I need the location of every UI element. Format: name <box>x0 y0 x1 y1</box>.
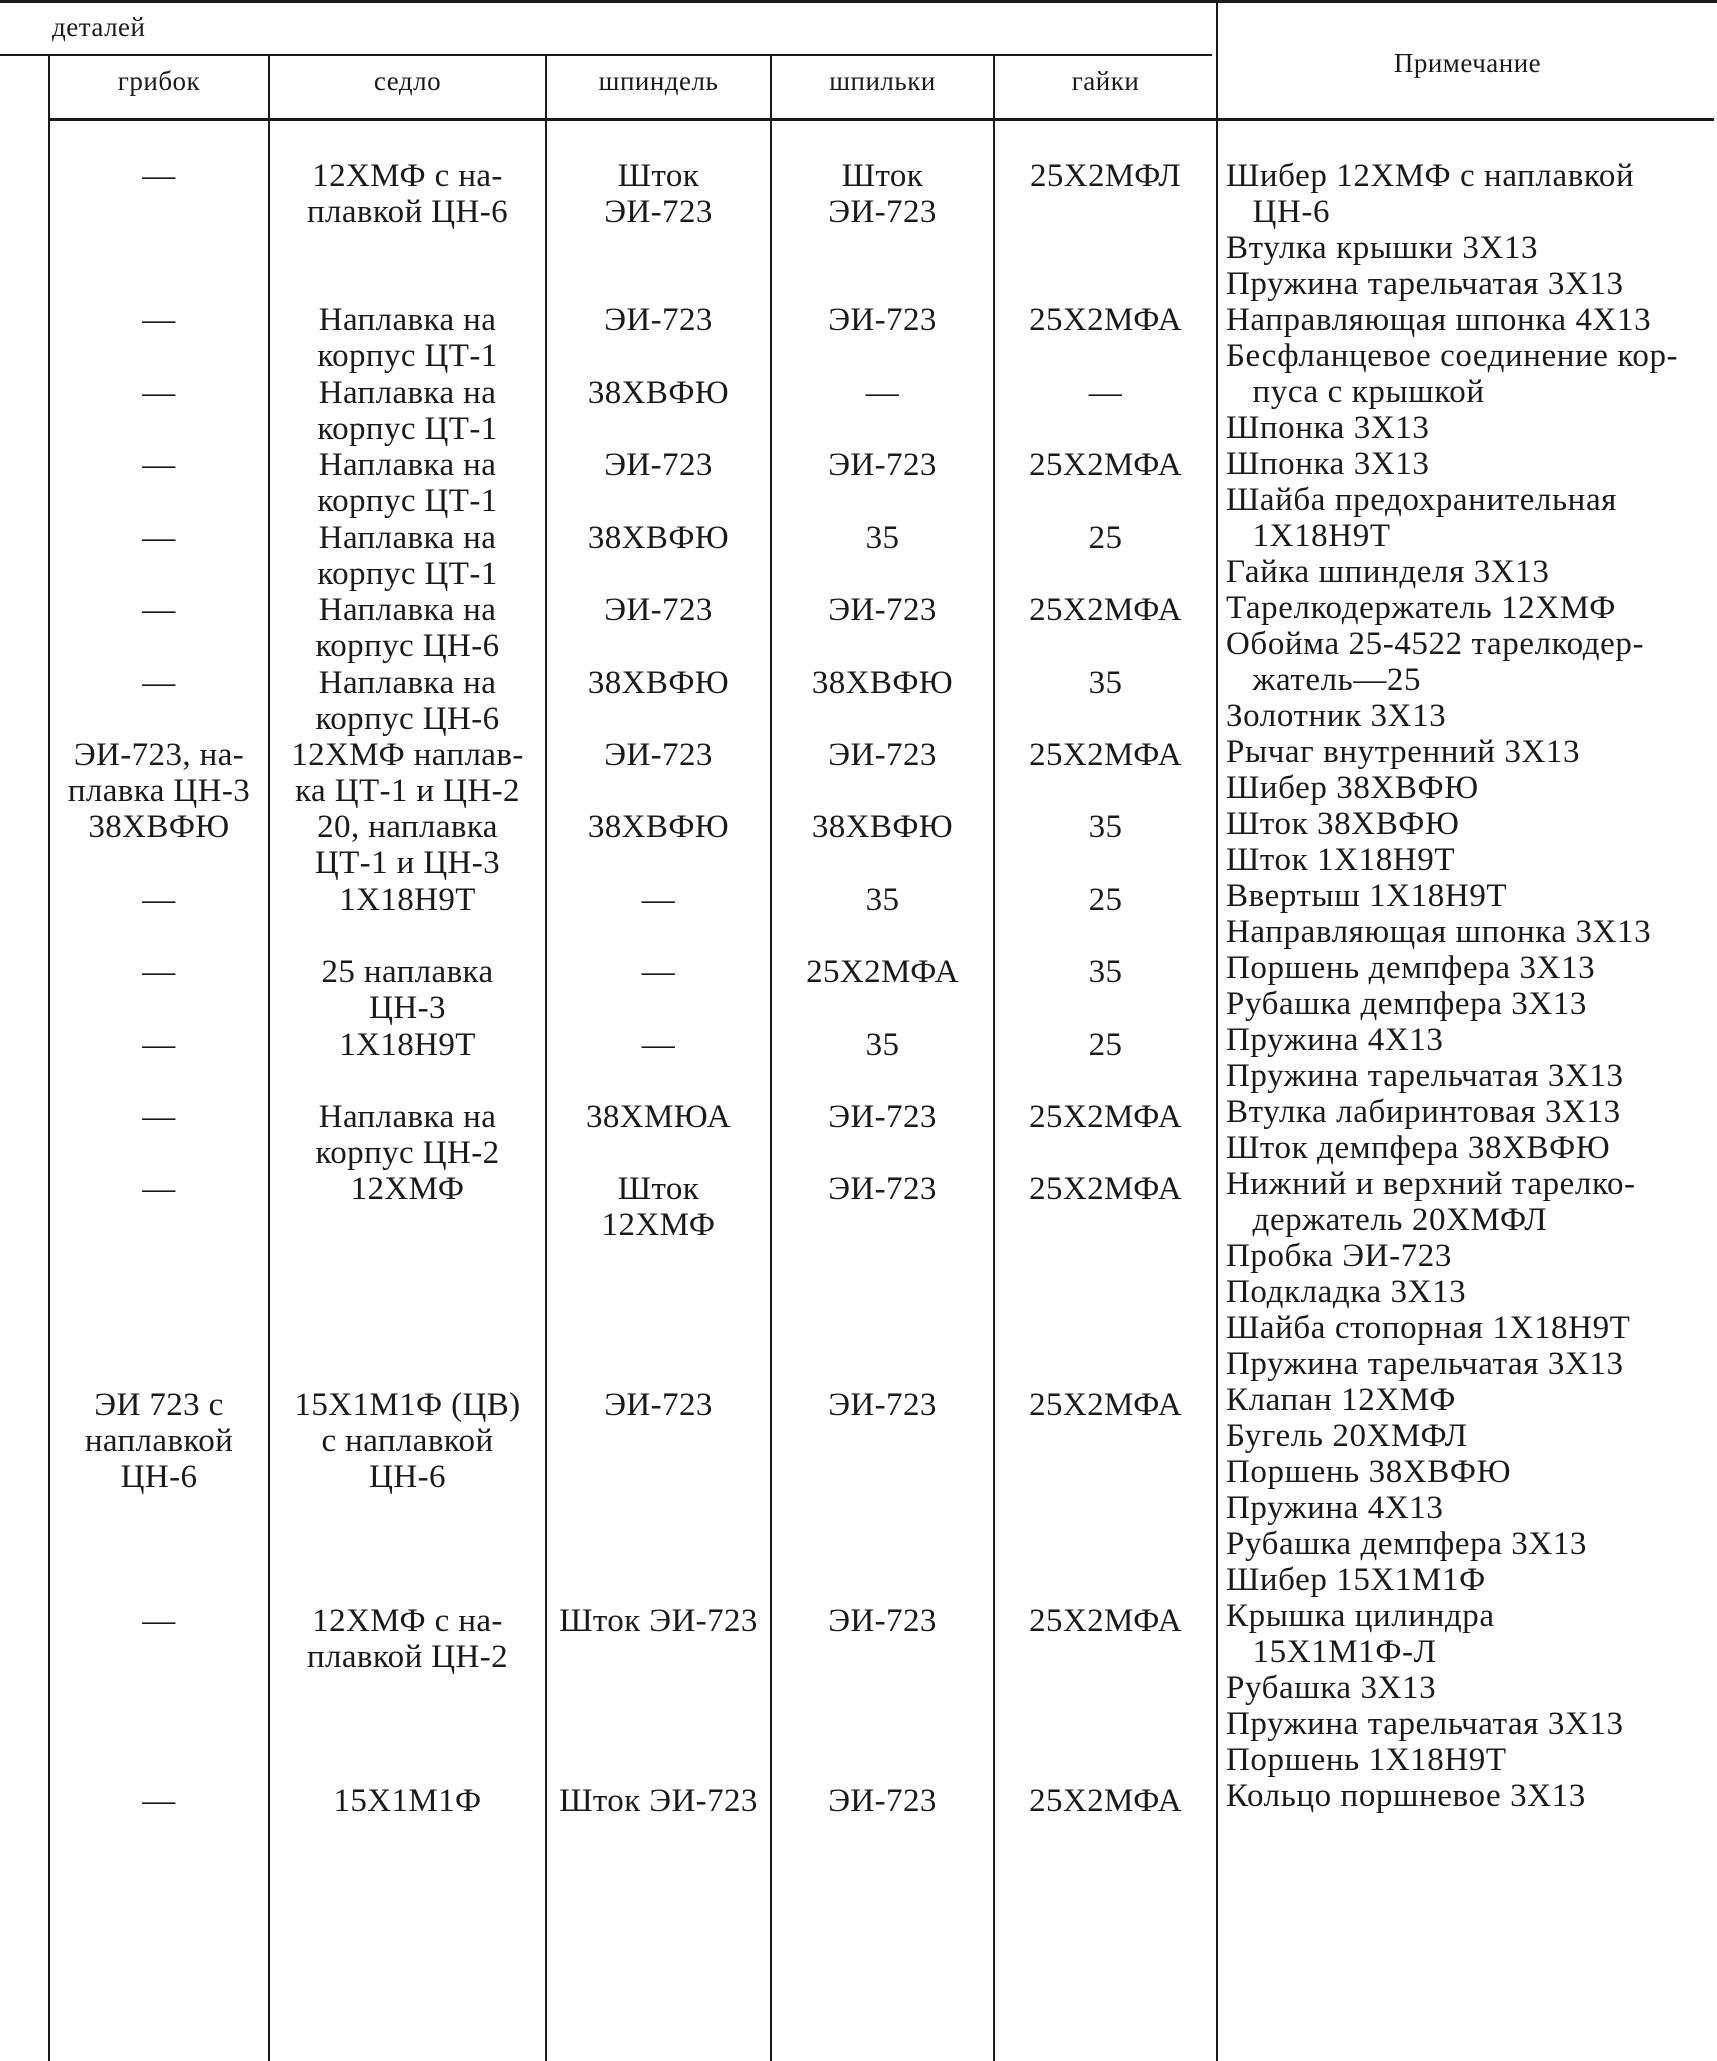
cell-shpindel: Шток ЭИ-723 <box>559 1783 758 1819</box>
column-divider <box>1216 0 1218 2061</box>
cell-sedlo: 1Х18Н9Т <box>339 1027 476 1063</box>
note-line: Направляющая шпонка 3Х13 <box>1226 914 1652 950</box>
cell-sedlo: Наплавка на корпус ЦТ-1 <box>317 520 498 592</box>
cell-shpindel: Шток 12ХМФ <box>601 1171 716 1243</box>
cell-shpindel: 38ХВФЮ <box>587 665 730 701</box>
cell-gaiki: 25 <box>1088 882 1123 918</box>
cell-gribok: ЭИ-723, на- плавка ЦН-3 <box>67 737 251 809</box>
cell-gaiki: 25Х2МФА <box>1029 1171 1182 1207</box>
cell-gribok: — <box>142 1783 176 1819</box>
cell-gaiki: — <box>1088 375 1123 411</box>
cell-shpilki: 38ХВФЮ <box>811 809 954 845</box>
cell-gaiki: 25Х2МФА <box>1029 592 1182 628</box>
cell-gaiki: 35 <box>1088 954 1123 990</box>
cell-shpilki: 25Х2МФА <box>806 954 959 990</box>
cell-gaiki: 25Х2МФЛ <box>1029 158 1181 194</box>
note-line: Пружина 4Х13 <box>1226 1490 1444 1526</box>
cell-shpilki: Шток ЭИ-723 <box>828 158 937 230</box>
note-line: Поршень демпфера 3Х13 <box>1226 950 1596 986</box>
column-header-gaiki: гайки <box>1071 66 1140 96</box>
cell-sedlo: 1Х18Н9Т <box>339 882 476 918</box>
cell-shpilki: ЭИ-723 <box>828 592 937 628</box>
cell-gribok: — <box>142 592 176 628</box>
cell-sedlo: Наплавка на корпус ЦН-6 <box>315 592 500 664</box>
note-line: Бугель 20ХМФЛ <box>1226 1418 1468 1454</box>
cell-shpindel: 38ХВФЮ <box>587 520 730 556</box>
cell-gribok: ЭИ 723 с наплавкой ЦН-6 <box>84 1387 234 1495</box>
note-line: Шибер 15Х1М1Ф <box>1226 1562 1486 1598</box>
cell-gribok: 38ХВФЮ <box>88 809 230 845</box>
note-line: Пружина 4Х13 <box>1226 1022 1444 1058</box>
cell-gribok: — <box>142 375 176 411</box>
cell-shpindel: 38ХВФЮ <box>587 375 730 411</box>
cell-gaiki: 35 <box>1088 809 1123 845</box>
cell-gribok: — <box>142 1027 176 1063</box>
note-line: Ввертыш 1Х18Н9Т <box>1226 878 1508 914</box>
cell-gaiki: 25Х2МФА <box>1029 1783 1182 1819</box>
cell-shpindel: Шток ЭИ-723 <box>604 158 713 230</box>
column-header-sedlo: седло <box>373 66 442 96</box>
note-line: 15Х1М1Ф-Л <box>1226 1634 1437 1670</box>
cell-gribok: — <box>142 882 176 918</box>
cell-sedlo: 25 наплавка ЦН-3 <box>321 954 494 1026</box>
cell-shpindel: — <box>641 882 676 918</box>
note-line: Втулка лабиринтовая 3Х13 <box>1226 1094 1621 1130</box>
column-header-shpindel: шпиндель <box>598 66 719 96</box>
cell-shpilki: ЭИ-723 <box>828 1171 937 1207</box>
cell-shpilki: ЭИ-723 <box>828 447 937 483</box>
cell-shpindel: ЭИ-723 <box>604 737 713 773</box>
note-line: Направляющая шпонка 4Х13 <box>1226 302 1652 338</box>
cell-gribok: — <box>142 1099 176 1135</box>
cell-shpilki: ЭИ-723 <box>828 1099 937 1135</box>
cell-sedlo: 15Х1М1Ф (ЦВ) с наплавкой ЦН-6 <box>294 1387 521 1495</box>
cell-shpilki: — <box>865 375 900 411</box>
note-line: Пружина тарельчатая 3Х13 <box>1226 1058 1624 1094</box>
cell-sedlo: Наплавка на корпус ЦТ-1 <box>317 375 498 447</box>
note-line: Рубашка демпфера 3Х13 <box>1226 986 1588 1022</box>
cell-gaiki: 25 <box>1088 520 1123 556</box>
cell-shpindel: ЭИ-723 <box>604 302 713 338</box>
note-line: Кольцо поршневое 3Х13 <box>1226 1778 1586 1814</box>
note-line: Поршень 1Х18Н9Т <box>1226 1742 1507 1778</box>
cell-gribok: — <box>142 1603 176 1639</box>
cell-gribok: — <box>142 158 176 194</box>
cell-sedlo: Наплавка на корпус ЦТ-1 <box>317 447 498 519</box>
cell-shpilki: 35 <box>865 1027 900 1063</box>
cell-shpilki: ЭИ-723 <box>828 1387 937 1423</box>
note-line: Рубашка демпфера 3Х13 <box>1226 1526 1588 1562</box>
cell-shpilki: ЭИ-723 <box>828 737 937 773</box>
cell-gribok: — <box>142 665 176 701</box>
note-line: держатель 20ХМФЛ <box>1226 1202 1548 1238</box>
cell-gaiki: 25Х2МФА <box>1029 447 1182 483</box>
cell-gaiki: 25Х2МФА <box>1029 737 1182 773</box>
cell-gaiki: 25Х2МФА <box>1029 1603 1182 1639</box>
cell-sedlo: Наплавка на корпус ЦН-2 <box>315 1099 500 1171</box>
group-header-label: деталей <box>52 12 146 42</box>
cell-shpilki: ЭИ-723 <box>828 1783 937 1819</box>
cell-sedlo: Наплавка на корпус ЦН-6 <box>315 665 500 737</box>
note-line: Золотник 3Х13 <box>1226 698 1447 734</box>
note-line: Шток 38ХВФЮ <box>1226 806 1460 842</box>
note-line: Шайба стопорная 1Х18Н9Т <box>1226 1310 1631 1346</box>
note-line: Поршень 38ХВФЮ <box>1226 1454 1512 1490</box>
cell-shpindel: 38ХВФЮ <box>587 809 730 845</box>
cell-sedlo: 20, наплавка ЦТ-1 и ЦН-3 <box>314 809 501 881</box>
cell-sedlo: 15Х1М1Ф <box>333 1783 482 1819</box>
cell-sedlo: 12ХМФ наплав- ка ЦТ-1 и ЦН-2 <box>291 737 524 809</box>
cell-shpilki: ЭИ-723 <box>828 302 937 338</box>
note-line: Шайба предохранительная <box>1226 482 1617 518</box>
note-line: Шибер 38ХВФЮ <box>1226 770 1479 806</box>
note-line: Пружина тарельчатая 3Х13 <box>1226 266 1624 302</box>
cell-sedlo: 12ХМФ с на- плавкой ЦН-6 <box>306 158 509 230</box>
cell-gaiki: 25Х2МФА <box>1029 1099 1182 1135</box>
note-line: Нижний и верхний тарелко- <box>1226 1166 1636 1202</box>
note-line: Пружина тарельчатая 3Х13 <box>1226 1346 1624 1382</box>
cell-shpilki: 35 <box>865 882 900 918</box>
note-line: Подкладка 3Х13 <box>1226 1274 1467 1310</box>
note-line: Пробка ЭИ-723 <box>1226 1238 1452 1274</box>
header-bottom-rule <box>48 118 1714 121</box>
note-line: пуса с крышкой <box>1226 374 1485 410</box>
note-line: Рычаг внутренний 3Х13 <box>1226 734 1581 770</box>
note-line: Бесфланцевое соединение кор- <box>1226 338 1679 374</box>
note-line: Шток демпфера 38ХВФЮ <box>1226 1130 1611 1166</box>
group-underline <box>0 54 1212 56</box>
cell-shpindel: Шток ЭИ-723 <box>559 1603 758 1639</box>
note-line: Шпонка 3Х13 <box>1226 410 1430 446</box>
cell-gribok: — <box>142 1171 176 1207</box>
note-line: Втулка крышки 3Х13 <box>1226 230 1539 266</box>
cell-shpilki: ЭИ-723 <box>828 1603 937 1639</box>
note-line: Обойма 25-4522 тарелкодер- <box>1226 626 1645 662</box>
note-line: 1Х18Н9Т <box>1226 518 1391 554</box>
note-line: ЦН-6 <box>1226 194 1331 230</box>
cell-shpindel: ЭИ-723 <box>604 1387 713 1423</box>
cell-sedlo: 12ХМФ <box>350 1171 465 1207</box>
cell-sedlo: Наплавка на корпус ЦТ-1 <box>317 302 498 374</box>
note-line: Гайка шпинделя 3Х13 <box>1226 554 1550 590</box>
cell-gribok: — <box>142 520 176 556</box>
cell-gaiki: 25Х2МФА <box>1029 1387 1182 1423</box>
note-line: жатель—25 <box>1226 662 1422 698</box>
cell-shpindel: — <box>641 954 676 990</box>
cell-gaiki: 35 <box>1088 665 1123 701</box>
top-rule <box>0 0 1717 3</box>
cell-shpindel: ЭИ-723 <box>604 592 713 628</box>
column-header-gribok: грибок <box>117 66 201 96</box>
note-line: Крышка цилиндра <box>1226 1598 1495 1634</box>
cell-sedlo: 12ХМФ с на- плавкой ЦН-2 <box>306 1603 509 1675</box>
note-line: Шибер 12ХМФ с наплавкой <box>1226 158 1635 194</box>
cell-shpindel: 38ХМЮА <box>585 1099 732 1135</box>
cell-gribok: — <box>142 954 176 990</box>
cell-shpindel: ЭИ-723 <box>604 447 713 483</box>
note-line: Тарелкодержатель 12ХМФ <box>1226 590 1616 626</box>
cell-shpindel: — <box>641 1027 676 1063</box>
note-line: Клапан 12ХМФ <box>1226 1382 1456 1418</box>
note-line: Шток 1Х18Н9Т <box>1226 842 1456 878</box>
note-line: Пружина тарельчатая 3Х13 <box>1226 1706 1624 1742</box>
note-line: Рубашка 3Х13 <box>1226 1670 1437 1706</box>
cell-shpilki: 35 <box>865 520 900 556</box>
cell-gribok: — <box>142 302 176 338</box>
cell-gribok: — <box>142 447 176 483</box>
column-header-shpilki: шпильки <box>829 66 936 96</box>
cell-gaiki: 25Х2МФА <box>1029 302 1182 338</box>
cell-gaiki: 25 <box>1088 1027 1123 1063</box>
note-line: Шпонка 3Х13 <box>1226 446 1430 482</box>
column-header-note: Примечание <box>1393 48 1542 78</box>
cell-shpilki: 38ХВФЮ <box>811 665 954 701</box>
